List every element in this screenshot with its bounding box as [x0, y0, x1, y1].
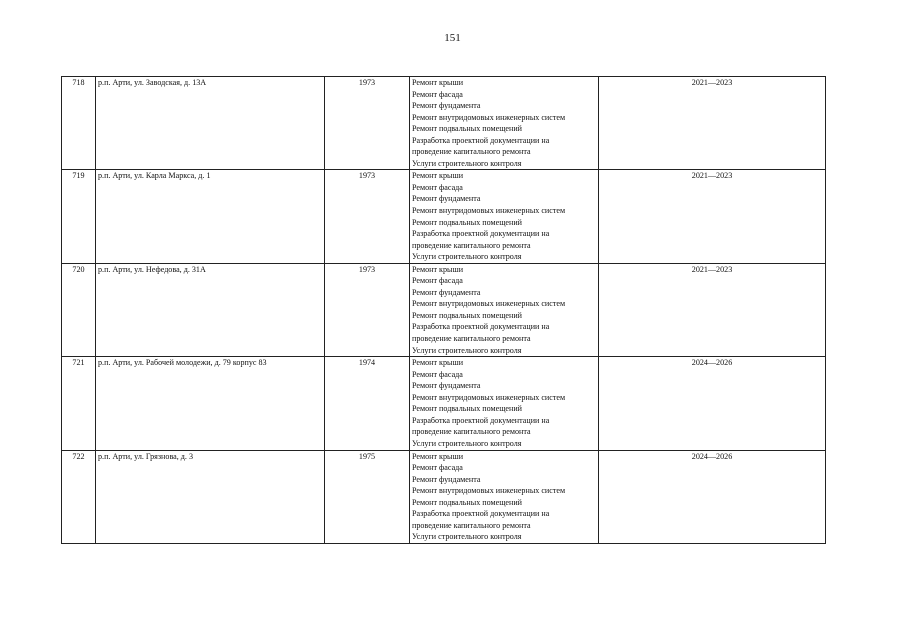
period-cell: 2024—2026	[599, 357, 826, 450]
row-number: 718	[62, 77, 96, 170]
period-cell: 2021—2023	[599, 263, 826, 356]
table-row	[62, 450, 826, 543]
work-item: проведение капитального ремонта	[412, 427, 531, 437]
work-item: Ремонт подвальных помещений	[412, 217, 523, 227]
work-item: Услуги строительного контроля	[412, 252, 522, 262]
table-row	[62, 263, 826, 356]
work-item: Ремонт фундамента	[412, 474, 481, 484]
row-number: 721	[62, 357, 96, 450]
work-item: Ремонт внутридомовых инженерных систем	[412, 299, 566, 309]
work-item: Ремонт фасада	[412, 182, 463, 192]
work-item: Ремонт фасада	[412, 276, 463, 286]
work-item: Услуги строительного контроля	[412, 345, 522, 355]
work-item: Ремонт внутридомовых инженерных систем	[412, 392, 566, 402]
row-number: 720	[62, 263, 96, 356]
work-item: Ремонт подвальных помещений	[412, 404, 523, 414]
table-row	[62, 77, 826, 170]
year-cell: 1973	[325, 170, 410, 263]
works-cell	[410, 77, 599, 170]
repair-schedule-table	[61, 76, 826, 544]
works-cell	[410, 450, 599, 543]
works-cell	[410, 170, 599, 263]
work-item: Ремонт внутридомовых инженерных систем	[412, 486, 566, 496]
address-cell: р.п. Арти, ул. Рабочей молодежи, д. 79 корпус 83	[96, 357, 325, 450]
work-item: Разработка проектной документации на	[412, 322, 550, 332]
year-cell: 1973	[325, 77, 410, 170]
work-item: Ремонт фундамента	[412, 101, 481, 111]
work-item: Ремонт фасада	[412, 369, 463, 379]
work-item: проведение капитального ремонта	[412, 240, 531, 250]
page-number: 151	[444, 32, 461, 44]
work-item: Ремонт крыши	[412, 78, 464, 87]
period-cell: 2024—2026	[599, 450, 826, 543]
work-item: Ремонт подвальных помещений	[412, 497, 523, 507]
work-item: Ремонт подвальных помещений	[412, 310, 523, 320]
work-item: Разработка проектной документации на	[412, 135, 550, 145]
address-cell: р.п. Арти, ул. Карла Маркса, д. 1	[96, 170, 325, 263]
table-body	[62, 77, 826, 544]
works-cell	[410, 263, 599, 356]
work-item: Ремонт внутридомовых инженерных систем	[412, 206, 566, 216]
table-row	[62, 357, 826, 450]
work-item: Ремонт крыши	[412, 264, 464, 274]
row-number: 722	[62, 450, 96, 543]
work-item: Ремонт фасада	[412, 463, 463, 473]
work-item: Ремонт крыши	[412, 451, 464, 461]
year-cell: 1973	[325, 263, 410, 356]
period-cell: 2021—2023	[599, 77, 826, 170]
work-item: Услуги строительного контроля	[412, 158, 522, 168]
table-row	[62, 170, 826, 263]
works-cell	[410, 357, 599, 450]
work-item: Ремонт внутридомовых инженерных систем	[412, 112, 566, 122]
work-item: Услуги строительного контроля	[412, 438, 522, 448]
work-item: Ремонт крыши	[412, 171, 464, 181]
work-item: проведение капитального ремонта	[412, 334, 531, 344]
work-item: Ремонт фасада	[412, 89, 463, 99]
work-item: проведение капитального ремонта	[412, 520, 531, 530]
address-cell: р.п. Арти, ул. Нефедова, д. 31А	[96, 263, 325, 356]
year-cell: 1974	[325, 357, 410, 450]
row-number: 719	[62, 170, 96, 263]
work-item: Разработка проектной документации на	[412, 415, 550, 425]
work-item: Ремонт фундамента	[412, 194, 481, 204]
work-item: Ремонт подвальных помещений	[412, 124, 523, 134]
year-cell: 1975	[325, 450, 410, 543]
work-item: Ремонт фундамента	[412, 287, 481, 297]
work-item: Ремонт крыши	[412, 358, 464, 368]
work-item: Ремонт фундамента	[412, 381, 481, 391]
work-item: Разработка проектной документации на	[412, 229, 550, 239]
period-cell: 2021—2023	[599, 170, 826, 263]
address-cell: р.п. Арти, ул. Заводская, д. 13А	[96, 77, 325, 170]
work-item: Услуги строительного контроля	[412, 532, 522, 542]
work-item: Разработка проектной документации на	[412, 509, 550, 519]
address-cell: р.п. Арти, ул. Грязнова, д. 3	[96, 450, 325, 543]
work-item: проведение капитального ремонта	[412, 147, 531, 157]
